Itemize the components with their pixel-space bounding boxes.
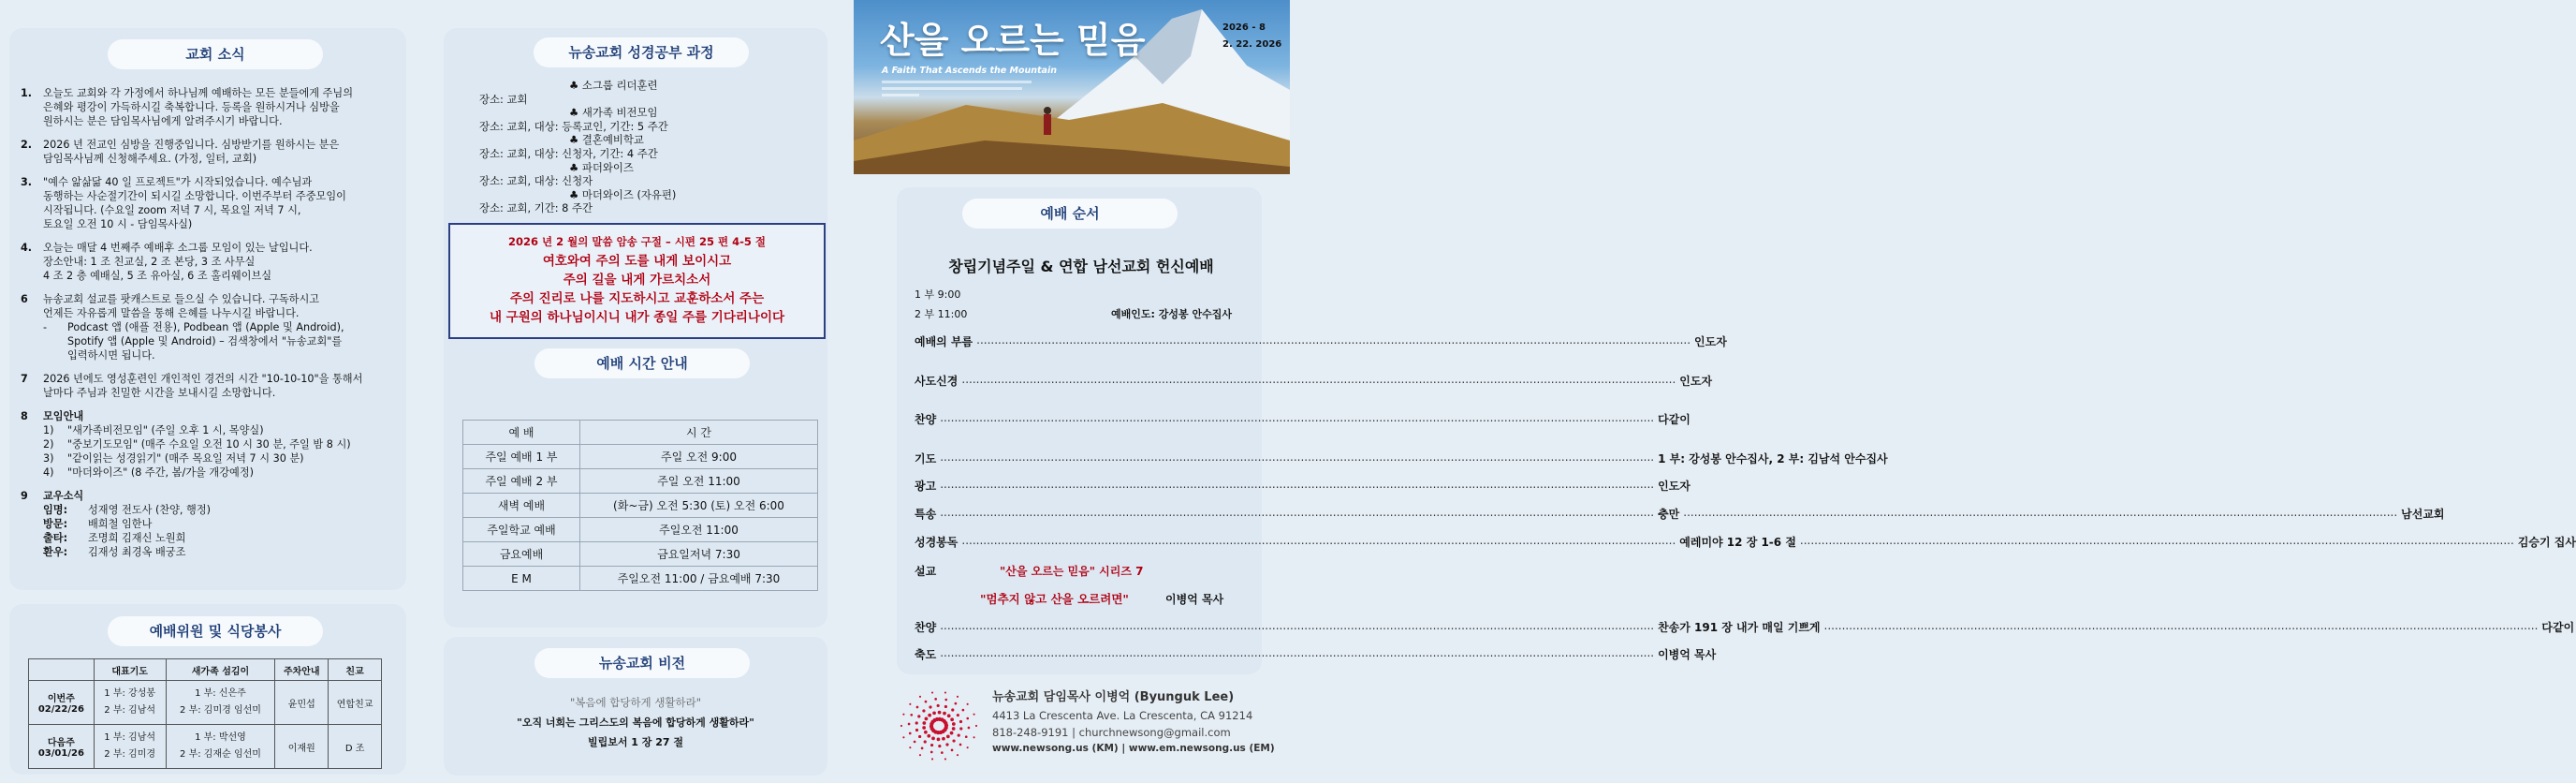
times-hours: 주일오전 11:00 / 금요예배 7:30 (580, 567, 818, 591)
logo-dot (947, 714, 951, 717)
servers-parking: 윤민섭 (275, 681, 329, 725)
logo-dot (944, 691, 946, 693)
member-news-label: 환우: (43, 546, 68, 558)
order-label: 예배의 부름 (915, 335, 973, 348)
logo-dot (924, 731, 928, 734)
times-hours: (화~금) 오전 5:30 (토) 오전 6:00 (580, 494, 818, 518)
logo-dot (919, 696, 921, 698)
study-course: ♣ 새가족 비전모임 (569, 106, 658, 120)
order-item (915, 411, 1690, 427)
times-row (463, 518, 818, 542)
order-item (915, 373, 1713, 389)
servers-header: 새가족 섬김이 (166, 659, 275, 681)
notice-number: 9 (21, 490, 28, 502)
order-title: 예배 순서 (962, 199, 1178, 229)
times-row (463, 542, 818, 567)
times-header: 시 간 (580, 421, 818, 445)
prayer-line: 2 부: 김미경 (104, 749, 156, 760)
member-news-value: 조명희 김재신 노원희 (88, 532, 186, 544)
verse-box (448, 223, 826, 339)
member-news-value: 김재성 최경옥 배궁조 (88, 546, 186, 558)
servers-prayer (94, 725, 166, 769)
logo-dot (952, 727, 956, 731)
logo-dot (946, 734, 950, 738)
order-dots: ........................................................................................................................................................................................................ (940, 646, 1655, 659)
bullet-marker: 3) (43, 452, 54, 465)
logo-dot (930, 751, 933, 754)
logo-dot (938, 745, 941, 747)
member-news-label: 출타: (43, 532, 68, 544)
logo-dot (922, 726, 926, 730)
logo-dot (910, 714, 913, 717)
logo-dot (917, 715, 920, 717)
logo-dot (931, 736, 935, 740)
member-news-value: 성재영 전도사 (찬양, 행정) (88, 504, 212, 516)
order-role: 김승기 집사 (2517, 536, 2576, 549)
bullet-line: "중보기도모임" (매주 수요일 오전 10 시 30 분, 주일 밤 8 시) (67, 438, 351, 451)
study-course: ♣ 결혼예비학교 (569, 133, 644, 147)
notice-line: 동행하는 사순절기간이 되시길 소망합니다. 이번주부터 주중모임이 (43, 190, 346, 202)
logo-dot (932, 711, 936, 715)
study-course: ♣ 소그룹 리더훈련 (569, 79, 658, 92)
logo-dot (968, 727, 971, 730)
servers-row (29, 725, 382, 769)
logo-dot (944, 705, 947, 708)
order-label: 광고 (915, 480, 937, 493)
week-label: 다음주 (47, 738, 75, 748)
servers-prayer (94, 681, 166, 725)
notice-line: 오늘도 교회와 각 가정에서 하나님께 예배하는 모든 분들에게 주님의 (43, 87, 354, 99)
servers-row (29, 681, 382, 725)
study-list (479, 79, 807, 215)
logo-dot (973, 736, 975, 738)
logo-dot (934, 698, 937, 701)
member-news-row (43, 531, 391, 545)
times-hours: 금요일저녁 7:30 (580, 542, 818, 567)
notice-number: 3. (21, 176, 33, 188)
order-role: 1 부: 강성봉 안수집사, 2 부: 김남석 안수집사 (1658, 452, 1888, 465)
order-label: 기도 (915, 452, 937, 465)
logo-dot (967, 746, 969, 748)
order-role: 인도자 (1694, 335, 1727, 348)
service-first-time: 1 부 9:00 (915, 288, 961, 301)
notice-line: 장소안내: 1 조 친교실, 2 조 본당, 3 조 사무실 (43, 256, 256, 268)
week-date: 02/22/26 (37, 704, 84, 715)
logo-dot (902, 736, 904, 738)
notice-item (17, 241, 391, 283)
servers-header: 친교 (329, 659, 382, 681)
verse-line: 여호와여 주의 도를 내게 보이시고 (542, 254, 732, 269)
servers-header: 주차안내 (275, 659, 329, 681)
study-detail: 장소: 교회, 대상: 신청자, 기간: 4 주간 (479, 146, 658, 160)
logo-dot (908, 723, 911, 726)
logo-dot (902, 714, 904, 716)
service-leader: 예배인도: 강성봉 안수집사 (1111, 308, 1232, 320)
order-item (915, 506, 2445, 522)
vision-verse: "오직 너희는 그리스도의 복음에 합당하게 생활하라" (517, 717, 754, 729)
logo-dot (944, 758, 946, 760)
notice-bullet (43, 320, 391, 362)
cover-title: 산을 오르는 믿음 (880, 20, 1146, 61)
logo-dot (943, 712, 946, 716)
notice-line: 교우소식 (43, 490, 84, 502)
bullet-line: 입력하시면 됩니다. (67, 349, 155, 362)
logo-dot (959, 744, 962, 746)
order-middle: 충만 (1658, 508, 1680, 521)
logo-dot (924, 740, 927, 743)
logo-dot (944, 723, 948, 727)
logo-dot (915, 721, 918, 724)
servers-newcomer (166, 681, 275, 725)
logo-dot (922, 709, 925, 712)
times-service: 주일 예배 1 부 (463, 445, 580, 469)
notice-number: 2. (21, 139, 33, 151)
times-service: 새벽 예배 (463, 494, 580, 518)
notice-line: 원하시는 분은 담임목사님에게 알려주시기 바랍니다. (43, 115, 283, 127)
times-table (462, 420, 818, 591)
bullet-marker: 2) (43, 438, 54, 451)
logo-dot (965, 735, 968, 738)
order-label: 성경봉독 (915, 536, 959, 549)
notice-bullet (43, 465, 391, 480)
logo-dot (962, 709, 965, 712)
order-dots: ........................................................................................................................................................................................................ (940, 411, 1655, 424)
logo-dot (928, 714, 931, 717)
logo-dot (975, 725, 977, 727)
logo-dot (951, 749, 954, 752)
prayer-line: 2 부: 김남석 (104, 705, 156, 716)
study-course: ♣ 파더와이즈 (569, 160, 634, 174)
logo-dot (952, 722, 956, 726)
notice-line: 토요일 오전 10 시 - 담임목사실) (43, 218, 193, 230)
logo-dot (927, 734, 930, 738)
notice-bullet (43, 423, 391, 437)
order-middle: 찬송가 191 장 내가 매일 기쁘게 (1658, 621, 1821, 634)
logo-dot (909, 732, 912, 735)
logo-dot (957, 754, 959, 756)
sermon-title: "멈추지 않고 산을 오르려면" (980, 592, 1129, 606)
notice-line: 모임안내 (43, 410, 84, 422)
notice-item (17, 175, 391, 231)
times-hours: 주일 오전 9:00 (580, 445, 818, 469)
prayer-line: 1 부: 김남석 (104, 732, 156, 743)
notice-item (17, 372, 391, 400)
times-service: 주일학교 예배 (463, 518, 580, 542)
notice-line: 날마다 주님과 친밀한 시간을 보내시길 소망합니다. (43, 387, 276, 399)
notice-bullet (43, 437, 391, 451)
newcomer-line: 1 부: 신은주 (195, 688, 246, 699)
week-date: 03/01/26 (37, 748, 84, 759)
church-logo (897, 684, 981, 768)
logo-dot (919, 754, 921, 756)
issue-number: 2026 - 8 (1222, 22, 1266, 33)
notice-line: "예수 앎삶닮 40 일 프로젝트"가 시작되었습니다. 예수님과 (43, 176, 313, 188)
logo-dot (937, 704, 940, 707)
verse-title: 2026 년 2 월의 말씀 암송 구절 – 시편 25 편 4-5 절 (508, 235, 766, 248)
verse-line: 주의 길을 내게 가르치소서 (563, 273, 711, 288)
order-dots: ........................................................................................................................................................................................................ (1799, 534, 2514, 547)
logo-dot (941, 751, 944, 754)
service-title: 창립기념주일 & 연합 남선교회 헌신예배 (948, 258, 1214, 275)
study-detail: 장소: 교회, 대상: 신청자 (479, 174, 593, 188)
logo-dot (959, 727, 962, 730)
order-label: 특송 (915, 508, 937, 521)
notice-line: 뉴송교회 설교를 팟캐스트로 들으실 수 있습니다. 구독하시고 (43, 293, 320, 305)
order-label: 찬양 (915, 413, 937, 426)
notice-item (17, 138, 391, 166)
notice-line: 2026 년에도 영성훈련인 개인적인 경건의 시간 "10-10-10"을 통해서 (43, 373, 363, 385)
logo-dot (957, 696, 959, 698)
newcomer-line: 2 부: 김재순 임선미 (180, 749, 261, 760)
notice-list (17, 86, 391, 569)
logo-dot (931, 691, 933, 693)
logo-dot (950, 731, 954, 735)
service-second-time: 2 부 11:00 (915, 308, 968, 320)
study-detail: 장소: 교회 (479, 92, 528, 106)
notice-line: 언제든 자유롭게 말씀을 통해 은혜를 나누시길 바랍니다. (43, 307, 300, 319)
order-role: 남선교회 (2401, 508, 2445, 521)
verse-line: 주의 진리로 나를 지도하시고 교훈하소서 주는 (509, 291, 765, 306)
member-news-label: 방문: (43, 518, 68, 530)
notice-line: 4 조 2 층 예배실, 5 조 유아실, 6 조 홀리웨이브실 (43, 270, 272, 282)
servers-week (29, 681, 95, 725)
logo-dot (938, 711, 942, 715)
footer-address: 4413 La Crescenta Ave. La Crescenta, CA 91214 (992, 709, 1253, 722)
order-dots: ........................................................................................................................................................................................................ (1823, 619, 2539, 632)
notice-line: 담임목사님께 신청해주세요. (가정, 일터, 교회) (43, 153, 257, 165)
notice-number: 4. (21, 242, 33, 254)
logo-dot (944, 699, 947, 702)
notice-line: 2026 년 전교인 심방을 진행중입니다. 심방받기를 원하시는 분은 (43, 139, 340, 151)
notice-item (17, 409, 391, 480)
logo-dot (942, 737, 945, 741)
vision-motto: "복음에 합당하게 생활하라" (569, 696, 702, 709)
notice-item (17, 489, 391, 559)
newcomer-line: 1 부: 박선영 (195, 732, 246, 743)
notice-number: 7 (21, 373, 28, 385)
footer-contact: 818-248-9191 | churchnewsong@gmail.com (992, 726, 1231, 739)
logo-dot (914, 741, 916, 744)
prayer-line: 1 부: 강성봉 (104, 688, 156, 699)
bullet-marker: 4) (43, 466, 54, 479)
times-service: E M (463, 567, 580, 591)
notice-number: 8 (21, 410, 28, 422)
notice-line: 오늘는 매달 4 번째주 예배후 소그룹 모임이 있는 날입니다. (43, 242, 313, 254)
bullet-line: Spotify 앱 (Apple 및 Android) – 검색창에서 "뉴송교회"를 (67, 335, 343, 347)
footer-web: www.newsong.us (KM) | www.em.newsong.us (EM) (992, 743, 1275, 754)
logo-dot (925, 701, 928, 703)
vision-title: 뉴송교회 비전 (534, 648, 750, 678)
servers-week (29, 725, 95, 769)
notice-bullet (43, 451, 391, 465)
order-dots: ........................................................................................................................................................................................................ (940, 451, 1655, 464)
servers-fellowship: 연합친교 (329, 681, 382, 725)
order-label: 찬양 (915, 621, 937, 634)
servers-header: 대표기도 (94, 659, 166, 681)
footer-church: 뉴송교회 담임목사 이병억 (Byunguk Lee) (992, 690, 1235, 704)
logo-dot (918, 735, 921, 738)
logo-dot (921, 747, 924, 750)
times-row (463, 445, 818, 469)
order-role: 이병억 목사 (1658, 648, 1717, 661)
news-title: 교회 소식 (108, 39, 323, 69)
logo-dot (930, 744, 933, 746)
times-row (463, 567, 818, 591)
member-news-row (43, 545, 391, 559)
notice-line: 시작됩니다. (수요일 zoom 저녁 7 시, 목요일 저녁 7 시, (43, 204, 301, 216)
logo-dot (909, 703, 911, 705)
member-news-label: 임명: (43, 504, 68, 516)
logo-dot (925, 717, 929, 721)
week-label: 이번주 (47, 694, 75, 704)
servers-newcomer (166, 725, 275, 769)
times-hours: 주일오전 11:00 (580, 518, 818, 542)
servers-parking: 이재원 (275, 725, 329, 769)
logo-dot (915, 729, 918, 731)
bullet-line: Podcast 앱 (애플 전용), Podbean 앱 (Apple 및 Android), (67, 321, 344, 333)
order-item (915, 619, 2575, 635)
sermon-preacher: 이병억 목사 (1165, 593, 1224, 606)
logo-dot (951, 708, 954, 711)
bullet-marker: 1) (43, 424, 54, 436)
servers-fellowship: D 조 (329, 725, 382, 769)
study-title: 뉴송교회 성경공부 과정 (534, 37, 749, 67)
bullet-line: "같이읽는 성경읽기" (매주 목요일 저녁 7 시 30 분) (67, 452, 304, 465)
order-middle: 예레미야 12 장 1-6 절 (1679, 536, 1796, 549)
logo-dot (900, 725, 902, 727)
logo-dot (957, 714, 959, 717)
times-row (463, 469, 818, 494)
order-role: 다같이 (2541, 621, 2575, 634)
order-role: 인도자 (1658, 480, 1690, 493)
verse-text (450, 252, 824, 327)
logo-dot (958, 734, 960, 737)
order-item (915, 333, 1727, 349)
logo-dot (916, 706, 919, 709)
logo-dot (967, 703, 969, 705)
notice-line: 은혜와 평강이 가득하시길 축복합니다. 등록을 원하시거나 심방을 (43, 101, 340, 113)
order-item (915, 646, 1717, 662)
times-title: 예배 시간 안내 (534, 348, 750, 378)
study-course: ♣ 마더와이즈 (자유편) (569, 187, 677, 201)
order-role: 다같이 (1658, 413, 1690, 426)
logo-dot (922, 721, 926, 725)
order-item (915, 534, 2576, 550)
sermon-series: "산을 오르는 믿음" 시리즈 7 (1000, 565, 1144, 578)
order-label: 사도신경 (915, 375, 959, 388)
cover-image (854, 0, 1290, 174)
vision-reference: 빌립보서 1 장 27 절 (587, 736, 684, 748)
logo-dot (955, 702, 958, 705)
times-header: 예 배 (463, 421, 580, 445)
logo-dot (931, 758, 933, 760)
member-news-value: 배희철 임한나 (88, 518, 153, 530)
servers-table (28, 658, 382, 769)
bullet-line: "마더와이즈" (8 주간, 봄/가을 개강예정) (67, 466, 254, 479)
notice-number: 6 (21, 293, 28, 305)
logo-dot (937, 738, 941, 742)
cover-caption-lines (882, 81, 1041, 96)
order-item (915, 451, 1888, 466)
member-news-row (43, 517, 391, 531)
logo-dot (973, 714, 975, 716)
logo-dot (950, 717, 954, 721)
order-label: 축도 (915, 648, 937, 661)
order-dots: ........................................................................................................................................................................................................ (961, 534, 1676, 547)
order-item (915, 478, 1690, 494)
times-service: 금요예배 (463, 542, 580, 567)
member-news-row (43, 503, 391, 517)
logo-dot (909, 746, 911, 748)
sermon-label: 설교 (915, 565, 937, 578)
order-dots: ........................................................................................................................................................................................................ (940, 506, 1655, 519)
logo-dot (945, 743, 948, 746)
times-row (463, 494, 818, 518)
order-dots: ........................................................................................................................................................................................................ (940, 619, 1655, 632)
verse-line: 내 구원의 하나님이시니 내가 종일 주를 기다리나이다 (489, 310, 785, 325)
order-dots: ........................................................................................................................................................................................................ (976, 333, 1691, 347)
order-dots: ........................................................................................................................................................................................................ (961, 373, 1676, 386)
notice-number: 1. (21, 87, 33, 99)
order-dots: ........................................................................................................................................................................................................ (1683, 506, 2398, 519)
order-role: 인도자 (1679, 375, 1713, 388)
servers-title: 예배위원 및 식당봉사 (108, 616, 323, 646)
servers-header (29, 659, 95, 681)
logo-dot (966, 717, 969, 720)
times-hours: 주일 오전 11:00 (580, 469, 818, 494)
logo-dot (929, 705, 931, 708)
study-detail: 장소: 교회, 기간: 8 주간 (479, 201, 593, 215)
order-dots: ........................................................................................................................................................................................................ (940, 478, 1655, 491)
logo-dot (959, 720, 962, 723)
notice-item (17, 292, 391, 362)
notice-item (17, 86, 391, 128)
logo-dot (952, 739, 955, 742)
bullet-marker: - (43, 321, 48, 333)
bullet-line: "새가족비전모임" (주일 오후 1 시, 목양실) (67, 424, 264, 436)
issue-date: 2. 22. 2026 (1222, 39, 1282, 50)
cover-subtitle: A Faith That Ascends the Mountain (882, 66, 1057, 76)
times-service: 주일 예배 2 부 (463, 469, 580, 494)
newcomer-line: 2 부: 김미경 임선미 (180, 705, 261, 716)
study-detail: 장소: 교회, 대상: 등록교인, 기간: 5 주간 (479, 119, 668, 133)
